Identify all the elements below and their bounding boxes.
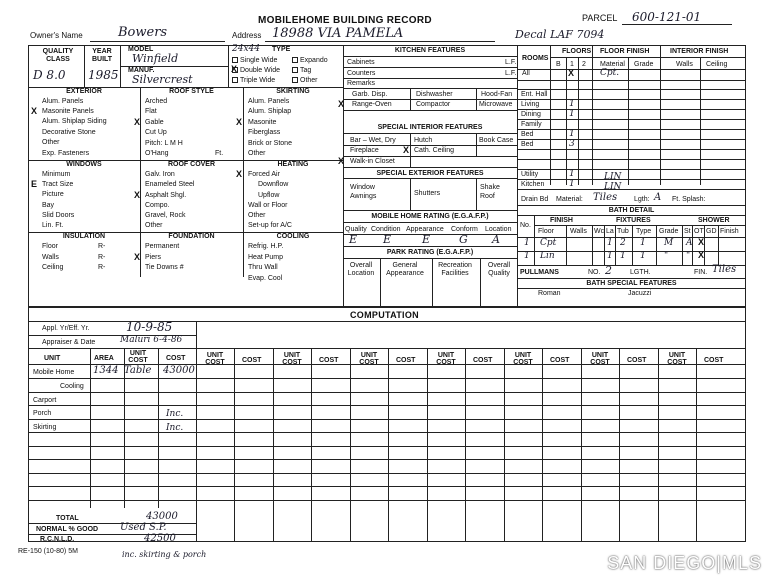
appraiser-value: Maluri 6-4-86 xyxy=(120,335,183,345)
rooms-all-finish: Cpt. xyxy=(600,68,620,78)
park-overall-location: Overall Location xyxy=(347,262,375,277)
room-label: Bed xyxy=(521,141,534,148)
comp-porch-note: Inc. xyxy=(166,409,184,419)
roof-other: Other xyxy=(145,222,163,229)
finish-material: Material xyxy=(600,61,625,68)
room-label: Bed xyxy=(521,131,534,138)
heating-wall-floor: Wall or Floor xyxy=(248,202,288,209)
bath-detail-title: BATH DETAIL xyxy=(608,207,655,214)
room-count: 3 xyxy=(569,139,575,149)
year-value: 1985 xyxy=(88,68,119,82)
comp-unitcost-header: UNIT COST xyxy=(359,352,379,366)
bath-pullman-no-value: 2 xyxy=(605,264,612,277)
comp-unitcost-header: UNIT COST xyxy=(436,352,456,366)
roof-flat: Flat xyxy=(145,108,157,115)
skirting-brick: Brick or Stone xyxy=(248,140,292,147)
foundation-piers: Piers xyxy=(145,254,161,261)
heating-upflow: Upflow xyxy=(258,192,280,199)
type-other: Other xyxy=(300,77,318,84)
room-label: Living xyxy=(521,101,540,108)
comp-cost-header: COST xyxy=(627,357,647,364)
roof-arched: Arched xyxy=(145,98,168,105)
comp-normal-label: NORMAL % GOOD xyxy=(36,526,99,533)
parcel-value: 600-121-01 xyxy=(632,10,702,24)
type-double-wide: Double Wide xyxy=(240,67,281,74)
comp-cost-header: COST xyxy=(550,357,570,364)
heating-title: HEATING xyxy=(277,161,309,168)
form-title: MOBILEHOME BUILDING RECORD xyxy=(258,15,432,26)
heating-downflow: Downflow xyxy=(258,181,289,188)
bath-special-title: BATH SPECIAL FEATURES xyxy=(586,280,677,287)
manuf-label: MANUF. xyxy=(128,67,155,74)
comp-cost-header: COST xyxy=(704,357,724,364)
comp-unit-header: UNIT xyxy=(44,355,61,362)
bath-cell: " xyxy=(664,251,669,261)
interior-bar: Bar – Wet, Dry xyxy=(350,137,396,144)
insulation-ceiling: Ceiling xyxy=(42,264,64,271)
kitchen-cabinets: Cabinets xyxy=(347,59,375,66)
bath-pullman-lgth: LGTH. xyxy=(630,269,651,276)
exterior-alum-panels: Alum. Panels xyxy=(42,98,84,105)
class-value: D 8.0 xyxy=(33,68,66,82)
roof-cover-title: ROOF COVER xyxy=(167,161,216,168)
rating-conform-label: Conform xyxy=(451,226,478,233)
room-label: Ent. Hall xyxy=(521,91,548,98)
bath-pullmans: PULLMANS xyxy=(520,269,559,276)
exterior-other: Other xyxy=(42,139,60,146)
rating-appearance-value: E xyxy=(422,233,431,246)
cooling-refrig: Refrig. H.P. xyxy=(248,243,284,250)
rating-condition-label: Condition xyxy=(371,226,401,233)
insulation-r-floor: R- xyxy=(98,243,106,250)
form-code: RE-150 (10-80) 5M xyxy=(18,548,78,555)
quality-label: QUALITY CLASS xyxy=(42,48,74,63)
kitchen-microwave: Microwave xyxy=(479,101,513,108)
insulation-title: INSULATION xyxy=(62,233,106,240)
drain-material-value: Tiles xyxy=(593,192,618,203)
comp-porch: Porch xyxy=(33,410,52,417)
mh-rating-title: MOBILE HOME RATING (E.G.A.F.P.) xyxy=(371,213,489,220)
bath-no: No. xyxy=(520,222,531,229)
bath-col-type: Type xyxy=(636,228,652,235)
interior-fireplace: Fireplace xyxy=(350,147,379,154)
windows-slid-doors: Slid Doors xyxy=(42,212,75,219)
comp-cost-header: COST xyxy=(166,355,186,362)
exterior-shiplap: Alum. Shiplap Siding xyxy=(42,118,107,125)
comp-unitcost-header: UNIT COST xyxy=(513,352,533,366)
bath-cell: X xyxy=(698,237,705,247)
model-value: Winfield xyxy=(132,52,179,65)
comp-unitcost-header: UNIT COST xyxy=(128,350,148,364)
owner-label: Owner's Name xyxy=(30,31,83,40)
bath-cell: M xyxy=(664,238,674,248)
roof-style-title: ROOF STYLE xyxy=(169,88,214,95)
comp-mh-area: 1344 xyxy=(93,365,119,376)
kitchen-title: KITCHEN FEATURES xyxy=(394,47,466,54)
floor-finish-label: FLOOR FINISH xyxy=(600,48,650,55)
park-general-appearance: General Appearance xyxy=(386,262,424,277)
bath-cell: 1 xyxy=(640,251,646,261)
windows-title: WINDOWS xyxy=(66,161,102,168)
year-label: YEAR BUILT xyxy=(91,48,113,63)
room-count: 1 xyxy=(569,169,575,179)
roof-compo: Compo. xyxy=(145,202,170,209)
kitchen-counters: Counters xyxy=(347,70,376,77)
special-interior-title: SPECIAL INTERIOR FEATURES xyxy=(377,124,483,131)
room-drain-bd: Drain Bd xyxy=(521,196,549,203)
type-expando: Expando xyxy=(300,57,328,64)
windows-picture: Picture xyxy=(42,191,64,198)
room-label: Dining xyxy=(521,111,541,118)
appl-value: 10-9-85 xyxy=(126,320,173,334)
type-single-wide: Single Wide xyxy=(240,57,278,64)
park-overall-quality: Overall Quality xyxy=(487,262,511,277)
roof-enameled: Enameled Steel xyxy=(145,181,195,188)
skirting-masonite: Masonite xyxy=(248,119,277,126)
comp-cooling: Cooling xyxy=(60,383,84,390)
comp-skirting-note: Inc. xyxy=(166,423,184,433)
park-rating-title: PARK RATING (E.G.A.F.P.) xyxy=(386,249,474,256)
cooling-title: COOLING xyxy=(276,233,310,240)
bath-shower: SHOWER xyxy=(698,217,730,224)
rooms-title: ROOMS xyxy=(522,55,549,62)
rating-location-value: A xyxy=(492,233,500,246)
drain-length-label: Lgth: xyxy=(634,196,650,203)
comp-normal-value: Used S.P. xyxy=(120,522,167,533)
kitchen-remarks: Remarks xyxy=(347,80,376,87)
interior-book-case: Book Case xyxy=(479,137,514,144)
bath-cell: " xyxy=(686,251,691,261)
comp-total-value: 43000 xyxy=(146,511,178,522)
type-triple-wide: Triple Wide xyxy=(240,77,276,84)
bath-cell: Cpt xyxy=(540,238,557,248)
skirting-alum: Alum. Panels xyxy=(248,98,290,105)
rooms-all: All xyxy=(522,70,530,77)
exterior-shutters: Shutters xyxy=(414,190,441,197)
windows-bay: Bay xyxy=(42,202,55,209)
bath-col-grade: Grade xyxy=(659,228,679,235)
bath-pullman-no: NO. xyxy=(588,269,601,276)
interior-walls: Walls xyxy=(676,61,693,68)
room-label: Kitchen xyxy=(521,181,545,188)
utility-finish: LIN xyxy=(604,172,622,182)
insulation-walls: Walls xyxy=(42,254,59,261)
comp-cost-header: COST xyxy=(473,357,493,364)
roof-gravel: Gravel, Rock xyxy=(145,212,186,219)
kitchen-range-oven: Range-Oven xyxy=(352,101,392,108)
insulation-r-ceiling: R- xyxy=(98,264,106,271)
appl-label: Appl. Yr/Eff. Yr. xyxy=(42,325,90,332)
rating-condition-value: E xyxy=(383,233,392,246)
skirting-shiplap: Alum. Shiplap xyxy=(248,108,292,115)
comp-area-header: AREA xyxy=(94,355,114,362)
bath-col-gd: GD xyxy=(706,228,717,235)
bath-col-walls: Walls xyxy=(570,228,587,235)
address-label: Address xyxy=(232,31,262,40)
room-count: 1 xyxy=(569,129,575,139)
windows-tract-size: Tract Size xyxy=(42,181,74,188)
exterior-masonite-panels: Masonite Panels xyxy=(42,108,94,115)
type-label: TYPE xyxy=(272,46,291,53)
kitchen-counters-lf: L.F. xyxy=(505,70,517,77)
bath-fixtures: FIXTURES xyxy=(616,217,651,224)
parcel-label: PARCEL xyxy=(582,13,618,23)
rating-quality-label: Quality xyxy=(345,226,367,233)
cooling-heat-pump: Heat Pump xyxy=(248,254,284,261)
floor-col-b: B xyxy=(556,61,561,68)
comp-cost-header: COST xyxy=(242,357,262,364)
comp-footer-note: inc. skirting & porch xyxy=(122,550,207,559)
heating-other: Other xyxy=(248,212,266,219)
skirting-title: SKIRTING xyxy=(276,88,310,95)
bath-pullman-fin-value: Tiles xyxy=(712,264,737,275)
size-value: 24x44 xyxy=(232,44,260,54)
comp-carport: Carport xyxy=(33,397,57,404)
exterior-title: EXTERIOR xyxy=(66,88,102,95)
bath-jacuzzi: Jacuzzi xyxy=(628,290,652,297)
owner-value: Bowers xyxy=(118,25,168,40)
roof-galv: Galv. Iron xyxy=(145,171,175,178)
comp-mh-cost: 43000 xyxy=(163,365,195,376)
drain-material-label: Material: xyxy=(556,196,583,203)
rating-conform-value: G xyxy=(459,233,468,246)
bath-cell: 1 xyxy=(607,238,613,248)
bath-cell: 2 xyxy=(620,238,626,248)
comp-rcnld-label: R.C.N.L.D. xyxy=(40,536,75,543)
interior-ceiling: Ceiling xyxy=(706,61,728,68)
bath-col-wc: Wc xyxy=(594,228,605,235)
model-label: MODEL xyxy=(128,46,154,53)
finish-grade: Grade xyxy=(634,61,654,68)
comp-unitcost-header: UNIT COST xyxy=(205,352,225,366)
bath-cell: 1 xyxy=(640,238,646,248)
roof-gable: Gable xyxy=(145,119,164,126)
bath-cell: 1 xyxy=(524,251,530,261)
kitchen-hood-fan: Hood-Fan xyxy=(481,91,513,98)
exterior-stone: Decorative Stone xyxy=(42,129,96,136)
computation-title: COMPUTATION xyxy=(350,310,419,320)
bath-col-finish: Finish xyxy=(720,228,739,235)
bath-pullman-fin: FIN. xyxy=(694,269,708,276)
bath-cell: Lin xyxy=(540,251,555,261)
kitchen-compactor: Compactor xyxy=(416,101,451,108)
room-count: 1 xyxy=(569,179,575,189)
address-value: 18988 VIA PAMELA xyxy=(272,26,404,41)
roof-cut-up: Cut Up xyxy=(145,129,167,136)
bath-cell: A xyxy=(686,238,693,248)
roof-ohang: O'Hang xyxy=(145,150,169,157)
foundation-permanent: Permanent xyxy=(145,243,180,250)
floors-label: FLOORS xyxy=(562,48,592,55)
bath-roman: Roman xyxy=(538,290,561,297)
interior-walk-in: Walk-in Closet xyxy=(350,158,395,165)
foundation-tie-downs: Tie Downs # xyxy=(145,264,184,271)
kitchen-finish: LIN xyxy=(604,182,622,192)
kitchen-cabinets-lf: L.F. xyxy=(505,59,517,66)
drain-splash: Ft. Splash: xyxy=(672,196,706,203)
comp-unitcost-header: UNIT COST xyxy=(667,352,687,366)
insulation-r-walls: R- xyxy=(98,254,106,261)
building-record-form: MOBILEHOME BUILDING RECORD PARCEL 600-121-01 Owner's Name Bowers Address 18988 VIA PAMELA Decal LAF 7094 QUALITY CLASS YEAR BUILT D 8.0 1985 MODEL Winfield MANUF. Silvercrest 24x44 TYPE Single Wide Double Wide X Triple Wide Expando Tag Other EXTERIOR Alum. Panels Masonite Panels X Alum. Shiplap Siding Decorative Stone Other Exp. Fasteners WINDOWS Minimum Tract Size E Picture Bay Slid Doors Lin. Ft. INSULATION Floor R- Walls R- Ceiling R- ROOF STYLE Arched Flat Gable X Cut Up Pitch: L M H O'Hang Ft. ROOF COVER Galv. Iron Enameled Steel Asphalt Shgl. X Compo. Gravel, Rock Other FOUNDATION Permanent Piers X Tie Downs # SKIRTING Alum. Panels Alum. Shiplap Masonite X Fiberglass Brick or Stone Other HEATING Forced Air X Downflow Upflow Wall or Floor Other Set-up for A/C COOLING Refrig. H.P. Heat Pump Thru Wall Evap. Cool KITCHEN FEATURES Cabinets L.F. Counters L.F. Remarks Garb. Disp. Dishwasher Hood-Fan Range-Oven X Compactor Microwave SPECIAL INTERIOR FEATURES Bar – Wet, Dry Hutch Book Case Fireplace Cath. Ceiling X Walk-in Closet X SPECIAL EXTERIOR FEATURES Window Awnings Shutters Shake Roof MOBILE HOME RATING (E.G.A.F.P.) Quality Condition Appearance Conform Location E E E G A PARK RATING (E.G.A.F.P.) Overall Location General Appearance Recreation Facilities Overall Quality ROOMS FLOORS FLOOR FINISH INTERIOR FINISH B 1 2 Material Grade Walls Ceiling All X Cpt. Ent. Hall Living 1 Dining 1 Family Bed 1 Bed 3 Utility 1 Kitchen 1 LIN LIN Drain Bd Material: Tiles Lgth: A Ft. Splash: BATH DETAIL No. FINISH FIXTURES SHOWER Floor Walls Wc La Tub Type Grade St OT GD Finish 1 Cpt 1 2 1 M A X 1 Lin 1 1 1 " " X PULLMANS NO. 2 LGTH. FIN. Tiles BATH SPECIAL FEATURES Roman Jacuzzi COMPUTATION Appl. Yr/Eff. Yr. 10-9-85 Appraiser & Date Maluri 6-4-86 UNIT AREA UNIT COST COST UNIT COST COST UNIT COST COST UNIT COST COST UNIT COST COST UNIT COST COST UNIT COST COST UNIT COST COST Mobile Home 1344 Table 43000 Cooling Carport Porch Inc. Skirting Inc. TOTAL 43000 NORMAL % GOOD Used S.P. R.C.N.L.D. 42500 RE-150 (10-80) 5M inc. skirting & porch SAN DIEGO|MLS xyxy=(18,10,762,573)
park-recreation: Recreation Facilities xyxy=(438,262,472,277)
bath-cell: 1 xyxy=(607,251,613,261)
decal-value: Decal LAF 7094 xyxy=(515,28,605,41)
interior-hutch: Hutch xyxy=(414,137,433,144)
skirting-fiberglass: Fiberglass xyxy=(248,129,281,136)
heating-setup-ac: Set-up for A/C xyxy=(248,222,292,229)
bath-cell: 1 xyxy=(620,251,626,261)
roof-asphalt: Asphalt Shgl. xyxy=(145,192,187,199)
bath-finish: FINISH xyxy=(550,217,573,224)
skirting-other: Other xyxy=(248,150,266,157)
bath-col-floor: Floor xyxy=(538,228,554,235)
bath-col-ot: OT xyxy=(694,228,704,235)
comp-unitcost-header: UNIT COST xyxy=(590,352,610,366)
comp-cost-header: COST xyxy=(396,357,416,364)
watermark-logo: SAN DIEGO|MLS xyxy=(607,553,762,573)
bath-cell: 1 xyxy=(524,238,530,248)
roof-pitch: Pitch: L M H xyxy=(145,140,183,147)
floor-col-1: 1 xyxy=(570,61,574,68)
foundation-title: FOUNDATION xyxy=(168,233,215,240)
kitchen-garb-disp: Garb. Disp. xyxy=(352,91,388,98)
room-count: 1 xyxy=(569,109,575,119)
exterior-fasteners: Exp. Fasteners xyxy=(42,150,90,157)
bath-col-tub: Tub xyxy=(617,228,629,235)
windows-lin-ft: Lin. Ft. xyxy=(42,222,64,229)
roof-ohang-ft: Ft. xyxy=(215,150,224,157)
interior-cath-ceiling: Cath. Ceiling xyxy=(414,147,455,154)
heating-forced-air: Forced Air xyxy=(248,171,280,178)
bath-cell: X xyxy=(698,250,705,260)
windows-minimum: Minimum xyxy=(42,171,71,178)
insulation-floor: Floor xyxy=(42,243,58,250)
rating-appearance-label: Appearance xyxy=(406,226,444,233)
type-tag: Tag xyxy=(300,67,312,74)
room-count: 1 xyxy=(569,99,575,109)
bath-col-la: La xyxy=(606,228,614,235)
rating-quality-value: E xyxy=(349,233,358,246)
room-label: Family xyxy=(521,121,542,128)
rating-location-label: Location xyxy=(485,226,512,233)
manuf-value: Silvercrest xyxy=(132,73,193,86)
drain-length-value: A xyxy=(654,192,662,203)
interior-finish-label: INTERIOR FINISH xyxy=(670,48,729,55)
room-label: Utility xyxy=(521,171,539,178)
comp-mobile-home: Mobile Home xyxy=(33,369,75,376)
exterior-shake-roof: Shake Roof xyxy=(480,184,500,200)
exterior-awnings: Window Awnings xyxy=(350,184,377,200)
special-exterior-title: SPECIAL EXTERIOR FEATURES xyxy=(376,170,484,177)
bath-col-st: St xyxy=(684,228,691,235)
comp-mh-unit: Table xyxy=(124,365,152,376)
comp-skirting: Skirting xyxy=(33,424,57,431)
comp-cost-header: COST xyxy=(319,357,339,364)
cooling-thru-wall: Thru Wall xyxy=(248,264,278,271)
cooling-evap: Evap. Cool xyxy=(248,275,283,282)
comp-total-label: TOTAL xyxy=(56,515,79,522)
comp-rcnld-value: 42500 xyxy=(144,533,176,544)
appraiser-label: Appraiser & Date xyxy=(42,339,96,346)
comp-unitcost-header: UNIT COST xyxy=(282,352,302,366)
kitchen-dishwasher: Dishwasher xyxy=(416,91,453,98)
floor-col-2: 2 xyxy=(582,61,586,68)
